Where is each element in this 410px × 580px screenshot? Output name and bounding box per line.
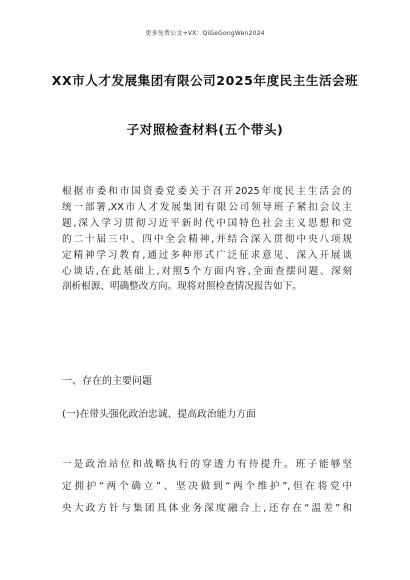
paragraph-line: 题,深入学习贯彻习近平新时代中国特色社会主义思想和党 xyxy=(62,217,352,229)
paragraph-line: 一是政治站位和战略执行的穿透力有待提升。班子能够坚 xyxy=(62,459,352,470)
paragraph-line: 统一部署,XX市人才发展集团有限公司领导班子紧扣会议主 xyxy=(62,201,352,213)
intro-paragraph xyxy=(62,184,352,295)
document-title-line-2: 子对照检查材料(五个带头) xyxy=(126,122,284,137)
paragraph-line: 的二十届三中、四中全会精神,并结合深入贯彻中央八项规 xyxy=(62,233,352,245)
paragraph-line: 定精神学习教育,通过多种形式广泛征求意见、深入开展谈 xyxy=(62,249,352,261)
paragraph-line: 根据市委和市国资委党委关于召开2025年度民主生活会的 xyxy=(62,186,352,197)
paragraph-line: 心谈话,在此基础上,对照5个方面内容,全面查摆问题、深刻 xyxy=(62,265,352,277)
sub-section-heading: (一)在带头强化政治忠诚、提高政治能力方面 xyxy=(62,409,256,420)
document-title-line-1: XX市人才发展集团有限公司2025年度民主生活会班 xyxy=(51,73,359,88)
paragraph-line: 剖析根源、明确整改方向。现将对照检查情况报告如下。 xyxy=(62,281,302,293)
paragraph-line: 央大政方针与集团具体业务深度融合上,还存在“温差”和 xyxy=(62,503,352,514)
problem-paragraph xyxy=(62,454,352,520)
section-heading: 一、存在的主要问题 xyxy=(62,376,152,387)
header-note: 更多免费公文+VX：QiGeGongWen2024 xyxy=(145,30,265,37)
paragraph-line: 定拥护“两个确立”、坚决做到“两个维护”,但在将党中 xyxy=(62,481,352,492)
